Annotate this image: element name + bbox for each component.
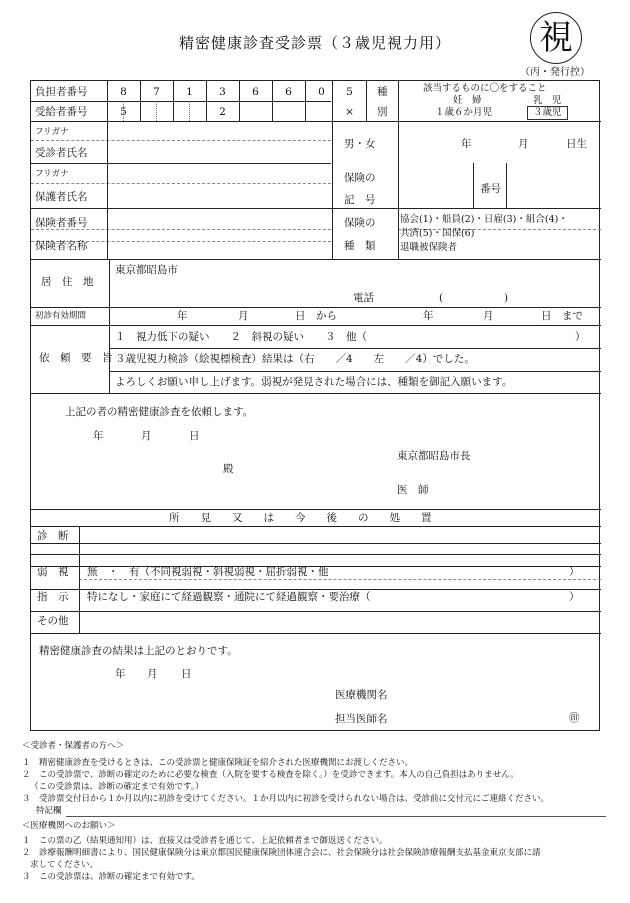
request-line-1: １ 視力低下の疑い ２ 斜視の疑い ３ 他（ (115, 331, 367, 343)
referral-day: 日 (189, 430, 200, 442)
form-table (30, 80, 600, 731)
type-label: 種 (377, 86, 388, 98)
sex-field[interactable]: 男・女 (344, 138, 376, 150)
patient-note-2b: （この受診票は、診断の確定まで有効です。） (30, 782, 204, 792)
findings-header: 所 見 又 は 今 後 の 処 置 (169, 512, 432, 524)
period-from: 日 から (295, 310, 337, 322)
institution-note-1: １ この票の乙（結果通知用）は、直接又は受診者を通じて、上記依頼者まで御返送ください。 (22, 836, 388, 846)
address-value[interactable]: 東京都昭島市 (115, 264, 178, 276)
institution-note-2b: 求してください。 (30, 860, 99, 870)
patient-notes-heading: ＜受診者・保護者の方へ＞ (22, 741, 125, 751)
document-title: 精密健康診査受診票（３歳児視力用） (178, 34, 451, 52)
copy-type-label: （丙・発行控） (520, 67, 590, 78)
burden-digit: 6 (285, 86, 292, 98)
result-day: 日 (181, 668, 192, 680)
institution-label: 医療機関名 (335, 689, 388, 701)
insurance-types-2[interactable]: 共済(5)・国保(6) (400, 228, 475, 239)
burden-digit: 8 (120, 86, 127, 98)
period-month-2: 月 (483, 310, 494, 322)
option-1y6m[interactable]: １歳６か月児 (435, 107, 493, 118)
special-notes-label: 特記欄 (36, 806, 62, 816)
referral-text: 上記の者の精密健康診査を依頼します。 (65, 406, 254, 418)
address-label: 居 住 地 (41, 276, 94, 288)
result-text: 精密健康診査の結果は上記のとおりです。 (39, 645, 238, 657)
mayor-name: 東京都昭島市長 (397, 450, 471, 462)
guardian-furigana-label: フリガナ (35, 169, 69, 179)
instruction-label: 指 示 (37, 591, 69, 603)
other-label: その他 (37, 615, 69, 627)
referral-year: 年 (93, 430, 104, 442)
patient-furigana-label: フリガナ (35, 127, 69, 137)
phone-label: 電話 (353, 292, 374, 304)
request-label: 依 頼 要 旨 (39, 352, 113, 364)
instruction-options[interactable]: 特になし・家庭にて経過観察・通院にて経過観察・要治療（ (87, 591, 371, 603)
recipient-number-label: 受給者番号 (35, 106, 88, 118)
institution-notes-heading: ＜医療機関へのお願い＞ (22, 821, 116, 831)
period-year: 年 (177, 310, 188, 322)
guardian-name-label: 保護者氏名 (35, 191, 88, 203)
patient-note-1: １ 精密健康診査を受けるときは、この受診票と健康保険証を紹介された医療機関にお渡しください。 (22, 758, 414, 768)
patient-note-2: ２ この受診票で、診断の確定のために必要な検査（入院を要する検査を除く。）を受診できます。本人の自己負担はありません。 (22, 770, 519, 780)
referral-month: 月 (141, 430, 152, 442)
burden-digit: 0 (318, 86, 325, 98)
insurance-type-label-2: 種 類 (344, 240, 376, 252)
birth-month: 月 (518, 138, 529, 150)
option-3y-selected[interactable]: ３歳児 (527, 106, 568, 120)
burden-digit: 1 (186, 86, 193, 98)
period-until: 日 まで (541, 310, 583, 322)
recipient-digit: 2 (219, 106, 226, 118)
result-month: 月 (147, 668, 158, 680)
burden-digit: 5 (346, 86, 353, 98)
doctor-label: 医 師 (397, 484, 429, 496)
institution-note-3: ３ この受診票は、診断の確定まで有効です。 (22, 872, 200, 882)
birth-day: 日生 (566, 138, 587, 150)
amblyopia-label: 弱 視 (37, 566, 69, 578)
insurance-types-3[interactable]: 退職被保険者 (400, 242, 458, 253)
recipient-digit: × (345, 106, 354, 118)
insurance-types-1[interactable]: 協会(1)・船員(2)・日雇(3)・組合(4)・ (400, 214, 568, 225)
request-line-1-close: ） (575, 331, 586, 343)
burden-digit: 3 (219, 86, 226, 98)
result-year: 年 (115, 668, 126, 680)
number-label: 番号 (480, 183, 501, 195)
amblyopia-close: ） (569, 566, 580, 578)
institution-note-2: ２ 診療報酬明細書により、国民健康保険分は東京都国民健康保険団体連合会に、社会保険分は社会保険診療報酬支払基金東京支部に請 (22, 848, 541, 858)
burden-number-label: 負担者番号 (35, 86, 88, 98)
category-instruction: 該当するものに〇をすること (423, 83, 547, 94)
burden-digit: 7 (153, 86, 160, 98)
request-line-3: よろしくお願い申し上げます。弱視が発見された場合には、種類を御記入願います。 (115, 376, 513, 388)
burden-digit: 6 (252, 86, 259, 98)
insurance-mark-label: 保険の (344, 172, 376, 184)
period-year-2: 年 (423, 310, 434, 322)
phone-paren-open: ( (439, 292, 444, 304)
request-line-2: ３歳児視力検診（絵視標検査）結果は（右 ／4 左 ／4）でした。 (115, 353, 475, 365)
diagnosis-label: 診 断 (37, 530, 69, 542)
valid-period-label: 初診有効期間 (35, 311, 87, 321)
attending-doctor-label: 担当医師名 (335, 713, 388, 725)
recipient-digit: 5 (120, 106, 127, 118)
option-infant[interactable]: 乳 児 (533, 95, 562, 106)
seal-mark: ㊞ (569, 712, 580, 724)
type-label: 別 (377, 106, 388, 118)
birth-year: 年 (461, 138, 472, 150)
patient-name-label: 受診者氏名 (35, 147, 88, 159)
vision-seal: 視 (530, 12, 582, 64)
honorific-dono: 殿 (223, 463, 234, 475)
insurance-type-label: 保険の (344, 217, 376, 229)
option-pregnant[interactable]: 妊 婦 (453, 95, 482, 106)
insurer-name-label: 保険者名称 (35, 240, 88, 252)
amblyopia-options[interactable]: 無 ・ 有（不同視弱視・斜視弱視・屈折弱視・他 (87, 566, 329, 578)
patient-note-3: ３ 受診票交付日から１か月以内に初診を受けてください。１か月以内に初診を受けられない場合は、受診前に交付元にご連絡ください。 (22, 794, 550, 804)
insurer-number-label: 保険者番号 (35, 217, 88, 229)
insurance-mark-label-2: 記 号 (344, 194, 376, 206)
period-month: 月 (238, 310, 249, 322)
phone-paren-close: ) (504, 292, 509, 304)
instruction-close: ） (569, 591, 580, 603)
